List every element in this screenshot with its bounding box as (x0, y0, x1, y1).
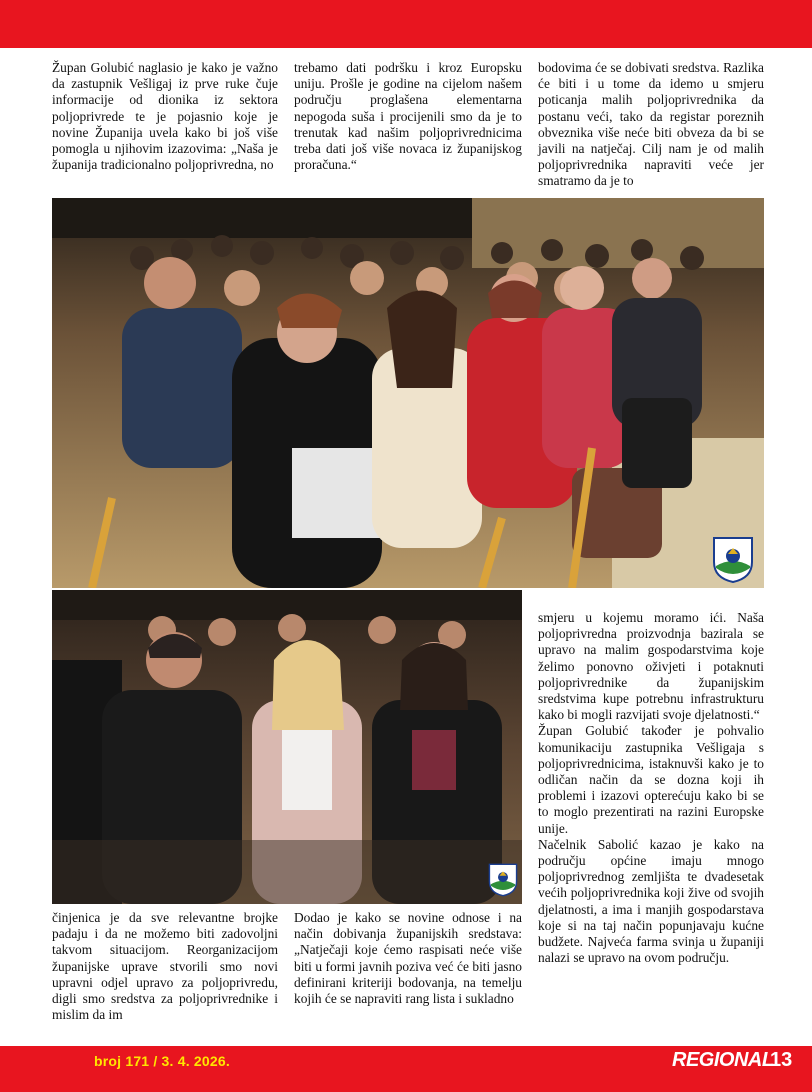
paragraph: činjenica je da sve relevantne brojke padaju i da ne možemo biti zadovoljni takvom situacijom. Reorganizacijom županijske uprave stvorili smo novi upravni odjel upravo za poljoprivredu, digli smo sredstva za poljoprivrednike i mislim da im (52, 910, 278, 1023)
county-crest-icon-small (488, 862, 518, 898)
paragraph: bodovima će se dobivati sredstva. Razlika će biti i u tome da idemo u smjeru poticanja malih poljoprivrednika da postanu veći, tako da registar poreznih obveznika više neće biti obveza da bi se javili na natječaj. Cilj nam je od malih poljoprivrednika napraviti veće jer smatramo da je to (538, 60, 764, 189)
paragraph: Župan Golubić također je pohvalio komunikaciju zastupnika Vešligaja s poljoprivrednicima, istaknuvši kako je to odličan način da se dozna koji ih problemi i izazovi opterećuju kako bi se to moglo prezentirati na razini Europske unije. (538, 723, 764, 836)
article-top-column-2 (294, 60, 522, 173)
county-crest-icon (712, 536, 754, 584)
paragraph: Dodao je kako se novine odnose i na način dobivanja županijskih sredstava: „Natječaji koje ćemo raspisati neće više biti u formi javnih poziva već će biti jasno definirani kriteriji bodovanja, na temelju kojih će se napraviti rang lista i sukladno (294, 910, 522, 1007)
magazine-logo: REGIONAL (672, 1049, 774, 1071)
article-right-column (538, 610, 764, 966)
paragraph: trebamo dati podršku i kroz Europsku uniju. Prošle je godine na cijelom našem području proglašena elementarna nepogoda suša i procijenili smo da je to trenutak kad našim poljoprivrednicima treba dati još više novaca iz županijskog proračuna.“ (294, 60, 522, 173)
audience-photo (52, 198, 764, 588)
guests-photo-image (52, 590, 522, 904)
article-bottom-column-1 (52, 910, 278, 1023)
paragraph: smjeru u kojemu moramo ići. Naša poljoprivredna proizvodnja bazirala se upravo na malim gospodarstvima koje želimo ponovno oživjeti i potaknuti poljoprivrednike da županijskim sredstvima kupe potrebnu infrastrukturu kako bi mogli razvijati svoje djelatnosti.“ (538, 610, 764, 723)
top-red-bar (0, 0, 812, 48)
audience-photo-image (52, 198, 764, 588)
page-number: 13 (770, 1049, 793, 1071)
article-bottom-column-2 (294, 910, 522, 1007)
paragraph: Načelnik Sabolić kazao je kako na području općine imaju mnogo poljoprivrednog zemljišta te dvadesetak većih poljoprivrednika koji žive od svojih djelatnosti, a ima i manjih gospodarstava koje si na taj način popunjavaju kućne budžete. Najveća farma svinja u županiji nalazi se upravo na ovom području. (538, 836, 764, 966)
paragraph: Župan Golubić naglasio je kako je važno da zastupnik Vešligaj iz prve ruke čuje informacije od dionika iz sektora poljoprivrede te je pojasnio koje je novine Županija uvela kako bi još više pomogla u njihovim izazovima: „Naša je županija tradicionalno poljoprivredna, no (52, 60, 278, 173)
issue-number: broj 171 / 3. 4. 2026. (94, 1053, 230, 1069)
article-top-column-3 (538, 60, 764, 190)
article-top-column-1 (52, 60, 278, 173)
guests-photo (52, 590, 522, 904)
